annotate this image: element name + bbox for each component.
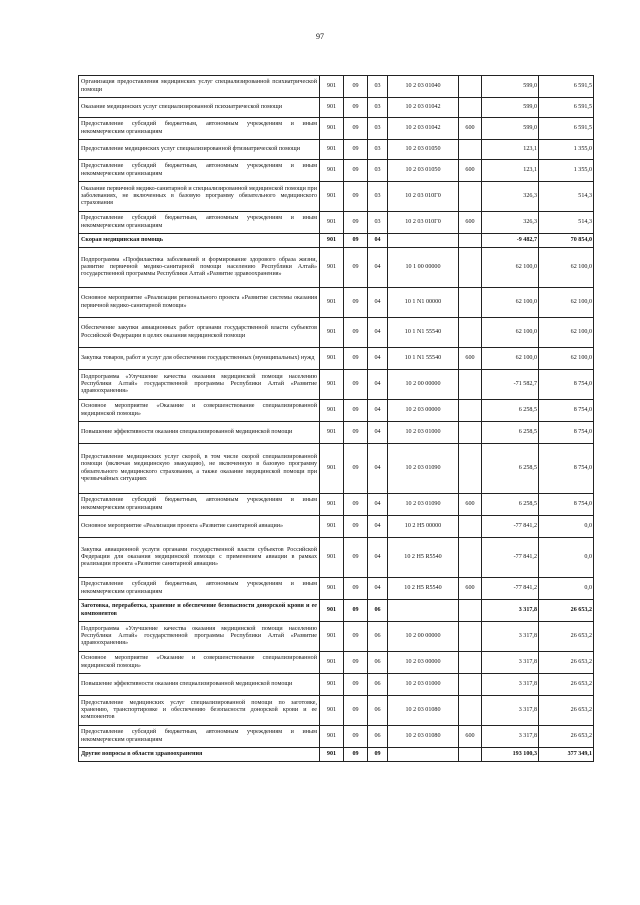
row-name: Основное мероприятие «Оказание и совершенствование специализированной медицинской помощи» (79, 400, 320, 422)
table-row (79, 422, 594, 444)
target-item-code: 10 2 00 00000 (388, 622, 459, 652)
subsection-code: 04 (368, 422, 388, 444)
amount-total: 514,3 (539, 212, 594, 234)
amount-change: 599,0 (482, 76, 539, 98)
subsection-code: 04 (368, 248, 388, 288)
amount-total: 6 591,5 (539, 76, 594, 98)
row-name: Закупка авиационной услуги органами государственной власти субъектов Российской Федерации для оказания медицинской помощи с применением авиации в рамках реализации проекта «Развитие санитарной авиации» (79, 538, 320, 578)
table-row (79, 652, 594, 674)
section-code: 09 (344, 444, 368, 494)
amount-change: 3 317,8 (482, 652, 539, 674)
expense-type-code (459, 288, 482, 318)
target-item-code: 10 2 03 01090 (388, 494, 459, 516)
expense-type-code (459, 696, 482, 726)
amount-change: 599,0 (482, 118, 539, 140)
row-name: Предоставление субсидий бюджетным, автономным учреждениям и иным некоммерческим организациям (79, 726, 320, 748)
subsection-code: 04 (368, 370, 388, 400)
expense-type-code: 600 (459, 348, 482, 370)
table-row (79, 98, 594, 118)
section-code: 09 (344, 182, 368, 212)
expense-type-code (459, 370, 482, 400)
subsection-code: 03 (368, 98, 388, 118)
target-item-code: 10 2 03 01050 (388, 140, 459, 160)
amount-change: 62 100,0 (482, 248, 539, 288)
target-item-code: 10 2 03 01000 (388, 422, 459, 444)
amount-total: 0,0 (539, 538, 594, 578)
section-code: 09 (344, 234, 368, 248)
row-name: Оказание медицинских услуг специализированной психиатрической помощи (79, 98, 320, 118)
amount-total: 26 653,2 (539, 726, 594, 748)
subsection-code: 06 (368, 674, 388, 696)
expense-type-code (459, 538, 482, 578)
table-row (79, 76, 594, 98)
row-name: Подпрограмма «Улучшение качества оказания медицинской помощи населению Республики Алтай» государственной программы Республики Алтай «Развитие здравоохранения» (79, 370, 320, 400)
target-item-code: 10 2 03 01080 (388, 726, 459, 748)
admin-code: 901 (320, 516, 344, 538)
admin-code: 901 (320, 212, 344, 234)
expense-type-code (459, 600, 482, 622)
section-code: 09 (344, 118, 368, 140)
expense-type-code (459, 422, 482, 444)
admin-code: 901 (320, 318, 344, 348)
expense-type-code (459, 140, 482, 160)
subsection-code: 04 (368, 234, 388, 248)
table-row (79, 578, 594, 600)
row-name: Подпрограмма «Улучшение качества оказания медицинской помощи населению Республики Алтай» государственной программы Республики Алтай «Развитие здравоохранения» (79, 622, 320, 652)
row-name: Предоставление субсидий бюджетным, автономным учреждениям и иным некоммерческим организациям (79, 118, 320, 140)
subsection-code: 03 (368, 160, 388, 182)
amount-change: 3 317,8 (482, 600, 539, 622)
target-item-code: 10 1 00 00000 (388, 248, 459, 288)
row-name: Предоставление субсидий бюджетным, автономным учреждениям и иным некоммерческим организациям (79, 212, 320, 234)
amount-change: 6 258,5 (482, 400, 539, 422)
subsection-code: 03 (368, 140, 388, 160)
amount-total: 26 653,2 (539, 622, 594, 652)
subsection-code: 04 (368, 348, 388, 370)
expense-type-code (459, 516, 482, 538)
subsection-code: 03 (368, 76, 388, 98)
target-item-code: 10 2 03 010Г0 (388, 212, 459, 234)
admin-code: 901 (320, 622, 344, 652)
subsection-code: 06 (368, 600, 388, 622)
section-code: 09 (344, 140, 368, 160)
page-number: 97 (316, 32, 324, 41)
subsection-code: 09 (368, 748, 388, 762)
table-row (79, 212, 594, 234)
expense-type-code (459, 76, 482, 98)
admin-code: 901 (320, 400, 344, 422)
target-item-code (388, 234, 459, 248)
table-row (79, 234, 594, 248)
row-name: Предоставление медицинских услуг специализированной помощи по заготовке, хранению, транспортировке и обеспечению безопасности донорской крови и ее компонентов (79, 696, 320, 726)
amount-change: 326,3 (482, 182, 539, 212)
amount-change: 599,0 (482, 98, 539, 118)
row-name: Основное мероприятие «Реализация проекта «Развитие санитарной авиации» (79, 516, 320, 538)
amount-total: 6 591,5 (539, 98, 594, 118)
amount-total: 62 100,0 (539, 248, 594, 288)
amount-change: 123,1 (482, 160, 539, 182)
subsection-code: 04 (368, 288, 388, 318)
table-row (79, 318, 594, 348)
subsection-code: 03 (368, 182, 388, 212)
target-item-code: 10 2 03 00000 (388, 400, 459, 422)
section-code: 09 (344, 516, 368, 538)
expense-type-code (459, 318, 482, 348)
expense-type-code: 600 (459, 578, 482, 600)
table-row (79, 748, 594, 762)
admin-code: 901 (320, 348, 344, 370)
amount-change: 3 317,8 (482, 622, 539, 652)
admin-code: 901 (320, 600, 344, 622)
admin-code: 901 (320, 160, 344, 182)
amount-change: 326,3 (482, 212, 539, 234)
section-code: 09 (344, 726, 368, 748)
amount-total: 0,0 (539, 516, 594, 538)
amount-total: 8 754,0 (539, 400, 594, 422)
section-code: 09 (344, 422, 368, 444)
amount-total: 26 653,2 (539, 696, 594, 726)
table-row (79, 182, 594, 212)
admin-code: 901 (320, 98, 344, 118)
amount-change: -77 841,2 (482, 538, 539, 578)
row-name: Подпрограмма «Профилактика заболеваний и формирование здорового образа жизни, развитие первичной медико-санитарной помощи населению Республики Алтай» государственной программы Республики Алтай «Развитие здравоохранения» (79, 248, 320, 288)
target-item-code: 10 2 Н5 R5540 (388, 578, 459, 600)
section-code: 09 (344, 578, 368, 600)
table-row (79, 248, 594, 288)
row-name: Заготовка, переработка, хранение и обеспечение безопасности донорской крови и ее компонентов (79, 600, 320, 622)
subsection-code: 04 (368, 538, 388, 578)
amount-total: 62 100,0 (539, 348, 594, 370)
amount-total: 1 355,0 (539, 140, 594, 160)
admin-code: 901 (320, 182, 344, 212)
admin-code: 901 (320, 248, 344, 288)
table-row (79, 160, 594, 182)
table-row (79, 726, 594, 748)
amount-total: 8 754,0 (539, 370, 594, 400)
section-code: 09 (344, 748, 368, 762)
admin-code: 901 (320, 578, 344, 600)
table-row (79, 444, 594, 494)
subsection-code: 06 (368, 696, 388, 726)
subsection-code: 04 (368, 444, 388, 494)
amount-total: 1 355,0 (539, 160, 594, 182)
target-item-code: 10 2 03 01040 (388, 76, 459, 98)
target-item-code: 10 2 03 01042 (388, 118, 459, 140)
amount-total: 6 591,5 (539, 118, 594, 140)
admin-code: 901 (320, 76, 344, 98)
row-name: Другие вопросы в области здравоохранения (79, 748, 320, 762)
expense-type-code (459, 400, 482, 422)
target-item-code: 10 2 03 01000 (388, 674, 459, 696)
table-row (79, 118, 594, 140)
subsection-code: 04 (368, 578, 388, 600)
target-item-code: 10 2 03 01050 (388, 160, 459, 182)
target-item-code: 10 1 N1 55540 (388, 318, 459, 348)
subsection-code: 06 (368, 726, 388, 748)
row-name: Предоставление субсидий бюджетным, автономным учреждениям и иным некоммерческим организациям (79, 494, 320, 516)
row-name: Обеспечение закупки авиационных работ органами государственной власти субъектов Российской Федерации в целях оказания медицинской помощи (79, 318, 320, 348)
amount-change: -77 841,2 (482, 578, 539, 600)
expense-type-code (459, 674, 482, 696)
admin-code: 901 (320, 494, 344, 516)
amount-total: 8 754,0 (539, 422, 594, 444)
section-code: 09 (344, 622, 368, 652)
amount-total: 26 653,2 (539, 600, 594, 622)
amount-change: 6 258,5 (482, 422, 539, 444)
expense-type-code (459, 248, 482, 288)
admin-code: 901 (320, 288, 344, 318)
amount-change: -9 482,7 (482, 234, 539, 248)
subsection-code: 03 (368, 118, 388, 140)
target-item-code (388, 748, 459, 762)
table-row (79, 696, 594, 726)
amount-total: 26 653,2 (539, 674, 594, 696)
row-name: Основное мероприятие «Оказание и совершенствование специализированной медицинской помощи» (79, 652, 320, 674)
target-item-code: 10 1 N1 55540 (388, 348, 459, 370)
amount-change: 3 317,8 (482, 696, 539, 726)
table-row (79, 370, 594, 400)
expense-type-code: 600 (459, 160, 482, 182)
row-name: Предоставление субсидий бюджетным, автономным учреждениям и иным некоммерческим организациям (79, 160, 320, 182)
row-name: Организация предоставления медицинских услуг специализированной психиатрической помощи (79, 76, 320, 98)
amount-change: 6 258,5 (482, 494, 539, 516)
expense-type-code (459, 234, 482, 248)
row-name: Повышение эффективности оказания специализированной медицинской помощи (79, 674, 320, 696)
expense-type-code: 600 (459, 118, 482, 140)
amount-total: 62 100,0 (539, 318, 594, 348)
admin-code: 901 (320, 370, 344, 400)
amount-total: 8 754,0 (539, 444, 594, 494)
section-code: 09 (344, 348, 368, 370)
amount-change: 62 100,0 (482, 348, 539, 370)
row-name: Предоставление медицинских услуг специализированной фтизиатрической помощи (79, 140, 320, 160)
row-name: Предоставление медицинских услуг скорой, в том числе скорой специализированной помощи (включая медицинскую эвакуацию), не включенную в базовую программу обязательного медицинского страхования, а также оказание медицинской помощи при чрезвычайных ситуациях (79, 444, 320, 494)
expense-type-code (459, 652, 482, 674)
target-item-code: 10 2 03 01090 (388, 444, 459, 494)
section-code: 09 (344, 288, 368, 318)
admin-code: 901 (320, 234, 344, 248)
section-code: 09 (344, 600, 368, 622)
amount-change: 3 317,8 (482, 726, 539, 748)
expense-type-code: 600 (459, 212, 482, 234)
subsection-code: 04 (368, 400, 388, 422)
section-code: 09 (344, 318, 368, 348)
admin-code: 901 (320, 674, 344, 696)
target-item-code: 10 2 03 00000 (388, 652, 459, 674)
section-code: 09 (344, 370, 368, 400)
amount-change: 123,1 (482, 140, 539, 160)
expense-type-code: 600 (459, 494, 482, 516)
section-code: 09 (344, 212, 368, 234)
admin-code: 901 (320, 140, 344, 160)
target-item-code: 10 1 N1 00000 (388, 288, 459, 318)
section-code: 09 (344, 494, 368, 516)
target-item-code: 10 2 00 00000 (388, 370, 459, 400)
table-row (79, 348, 594, 370)
admin-code: 901 (320, 444, 344, 494)
amount-change: 6 258,5 (482, 444, 539, 494)
amount-total: 8 754,0 (539, 494, 594, 516)
table-row (79, 494, 594, 516)
admin-code: 901 (320, 696, 344, 726)
table-row (79, 288, 594, 318)
target-item-code: 10 2 03 01042 (388, 98, 459, 118)
section-code: 09 (344, 248, 368, 288)
subsection-code: 04 (368, 318, 388, 348)
amount-total: 26 653,2 (539, 652, 594, 674)
target-item-code: 10 2 Н5 R5540 (388, 538, 459, 578)
target-item-code (388, 600, 459, 622)
table-row (79, 140, 594, 160)
admin-code: 901 (320, 726, 344, 748)
table-row (79, 400, 594, 422)
amount-total: 70 854,0 (539, 234, 594, 248)
section-code: 09 (344, 538, 368, 578)
amount-change: 3 317,8 (482, 674, 539, 696)
expense-type-code (459, 622, 482, 652)
row-name: Оказание первичной медико-санитарной и специализированной медицинской помощи при заболеваниях, не включенных в базовую программу обязательного медицинского страхования (79, 182, 320, 212)
row-name: Закупка товаров, работ и услуг для обеспечения государственных (муниципальных) нужд (79, 348, 320, 370)
section-code: 09 (344, 400, 368, 422)
subsection-code: 04 (368, 516, 388, 538)
admin-code: 901 (320, 652, 344, 674)
section-code: 09 (344, 98, 368, 118)
admin-code: 901 (320, 748, 344, 762)
table-row (79, 622, 594, 652)
subsection-code: 04 (368, 494, 388, 516)
section-code: 09 (344, 76, 368, 98)
amount-change: 62 100,0 (482, 318, 539, 348)
amount-change: 193 100,3 (482, 748, 539, 762)
row-name: Основное мероприятие «Реализация регионального проекта «Развитие системы оказания первичной медико-санитарной помощи» (79, 288, 320, 318)
expense-type-code: 600 (459, 726, 482, 748)
table-row (79, 516, 594, 538)
amount-change: -77 841,2 (482, 516, 539, 538)
budget-table (78, 75, 594, 762)
target-item-code: 10 2 Н5 00000 (388, 516, 459, 538)
table-row (79, 674, 594, 696)
expense-type-code (459, 748, 482, 762)
row-name: Повышение эффективности оказания специализированной медицинской помощи (79, 422, 320, 444)
table-row (79, 538, 594, 578)
amount-change: 62 100,0 (482, 288, 539, 318)
admin-code: 901 (320, 422, 344, 444)
subsection-code: 06 (368, 652, 388, 674)
amount-total: 514,3 (539, 182, 594, 212)
section-code: 09 (344, 160, 368, 182)
table-body (79, 76, 594, 762)
subsection-code: 03 (368, 212, 388, 234)
amount-total: 0,0 (539, 578, 594, 600)
amount-change: -71 582,7 (482, 370, 539, 400)
row-name: Предоставление субсидий бюджетным, автономным учреждениям и иным некоммерческим организациям (79, 578, 320, 600)
admin-code: 901 (320, 538, 344, 578)
target-item-code: 10 2 03 010Г0 (388, 182, 459, 212)
section-code: 09 (344, 652, 368, 674)
table-row (79, 600, 594, 622)
expense-type-code (459, 98, 482, 118)
target-item-code: 10 2 03 01080 (388, 696, 459, 726)
section-code: 09 (344, 674, 368, 696)
amount-total: 377 349,1 (539, 748, 594, 762)
expense-type-code (459, 444, 482, 494)
row-name: Скорая медицинская помощь (79, 234, 320, 248)
admin-code: 901 (320, 118, 344, 140)
subsection-code: 06 (368, 622, 388, 652)
expense-type-code (459, 182, 482, 212)
amount-total: 62 100,0 (539, 288, 594, 318)
section-code: 09 (344, 696, 368, 726)
